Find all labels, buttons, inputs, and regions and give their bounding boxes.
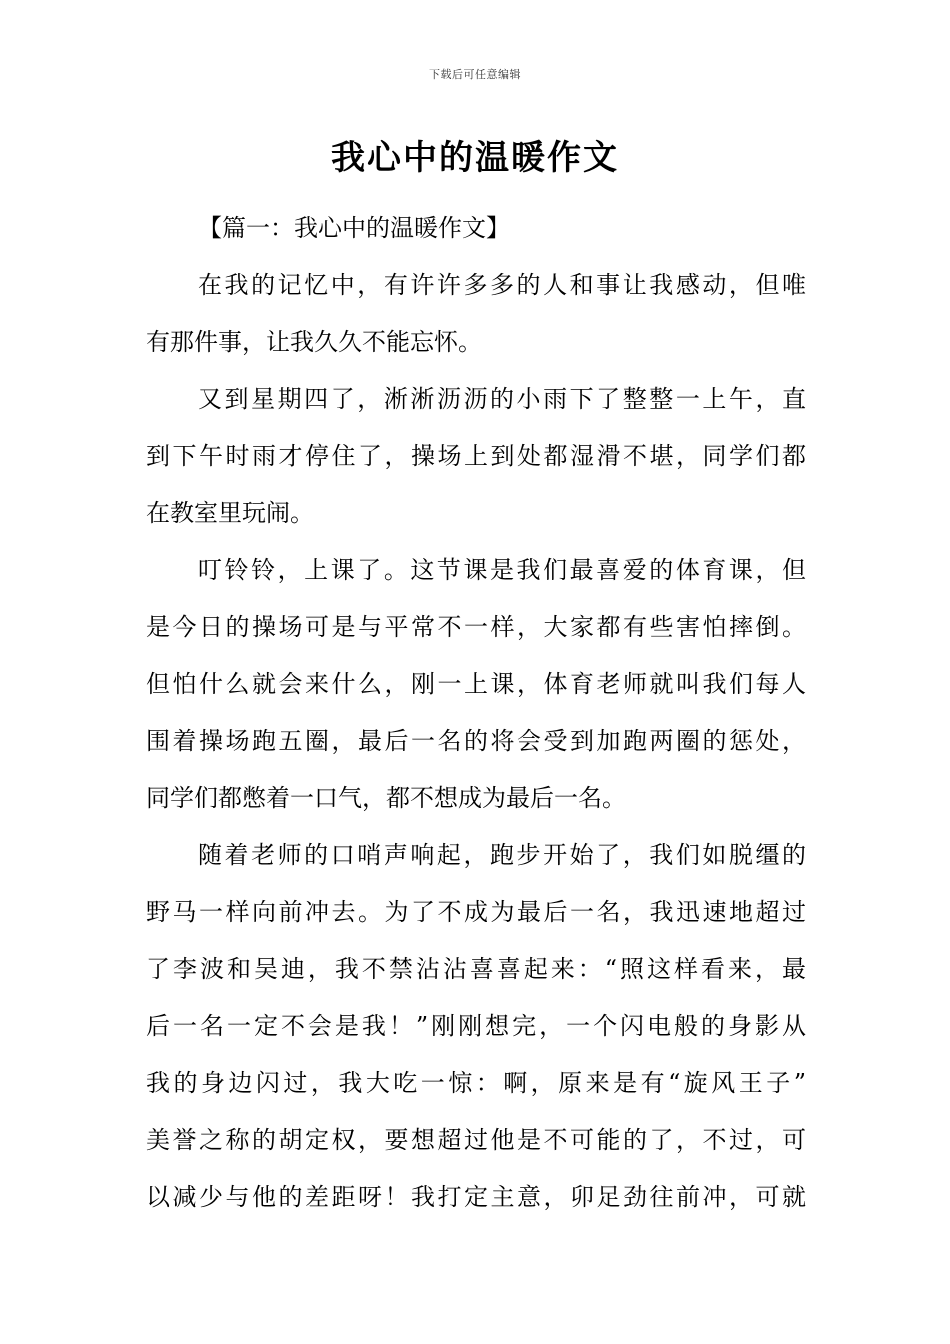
text-line: 后一名一定不会是我！”刚刚想完，一个闪电般的身影从 (146, 1012, 806, 1040)
text-line: 同学们都憋着一口气，都不想成为最后一名。 (146, 784, 626, 812)
paragraph-4 (146, 827, 806, 1226)
text-line: 我的身边闪过，我大吃一惊：啊，原来是有“旋风王子” (146, 1069, 806, 1097)
text-line: 到下午时雨才停住了，操场上到处都湿滑不堪，同学们都 (146, 442, 806, 470)
section-heading: 【篇一：我心中的温暖作文】 (198, 214, 510, 242)
text-line: 在教室里玩闹。 (146, 499, 314, 527)
paragraph-2 (146, 371, 806, 542)
text-line: 又到星期四了，淅淅沥沥的小雨下了整整一上午，直 (198, 385, 806, 413)
paragraph-3 (146, 542, 806, 827)
text-line: 有那件事，让我久久不能忘怀。 (146, 328, 482, 356)
text-line: 美誉之称的胡定权，要想超过他是不可能的了，不过，可 (146, 1126, 806, 1154)
paragraph-1 (146, 257, 806, 371)
text-line: 是今日的操场可是与平常不一样，大家都有些害怕摔倒。 (146, 613, 806, 641)
text-line: 在我的记忆中，有许许多多的人和事让我感动，但唯 (198, 271, 806, 299)
text-line: 随着老师的口哨声响起，跑步开始了，我们如脱缰的 (198, 841, 806, 869)
text-line: 以减少与他的差距呀！我打定主意，卯足劲往前冲，可就 (146, 1183, 806, 1211)
text-line: 叮铃铃，上课了。这节课是我们最喜爱的体育课，但 (198, 556, 806, 584)
text-line: 了李波和吴迪，我不禁沾沾喜喜起来：“照这样看来，最 (146, 955, 806, 983)
document-title: 我心中的温暖作文 (331, 138, 619, 178)
header-note: 下载后可任意编辑 (429, 68, 521, 81)
text-line: 围着操场跑五圈，最后一名的将会受到加跑两圈的惩处， (146, 727, 806, 755)
text-line: 但怕什么就会来什么，刚一上课，体育老师就叫我们每人 (146, 670, 806, 698)
text-line: 野马一样向前冲去。为了不成为最后一名，我迅速地超过 (146, 898, 806, 926)
document-body (146, 200, 806, 1226)
